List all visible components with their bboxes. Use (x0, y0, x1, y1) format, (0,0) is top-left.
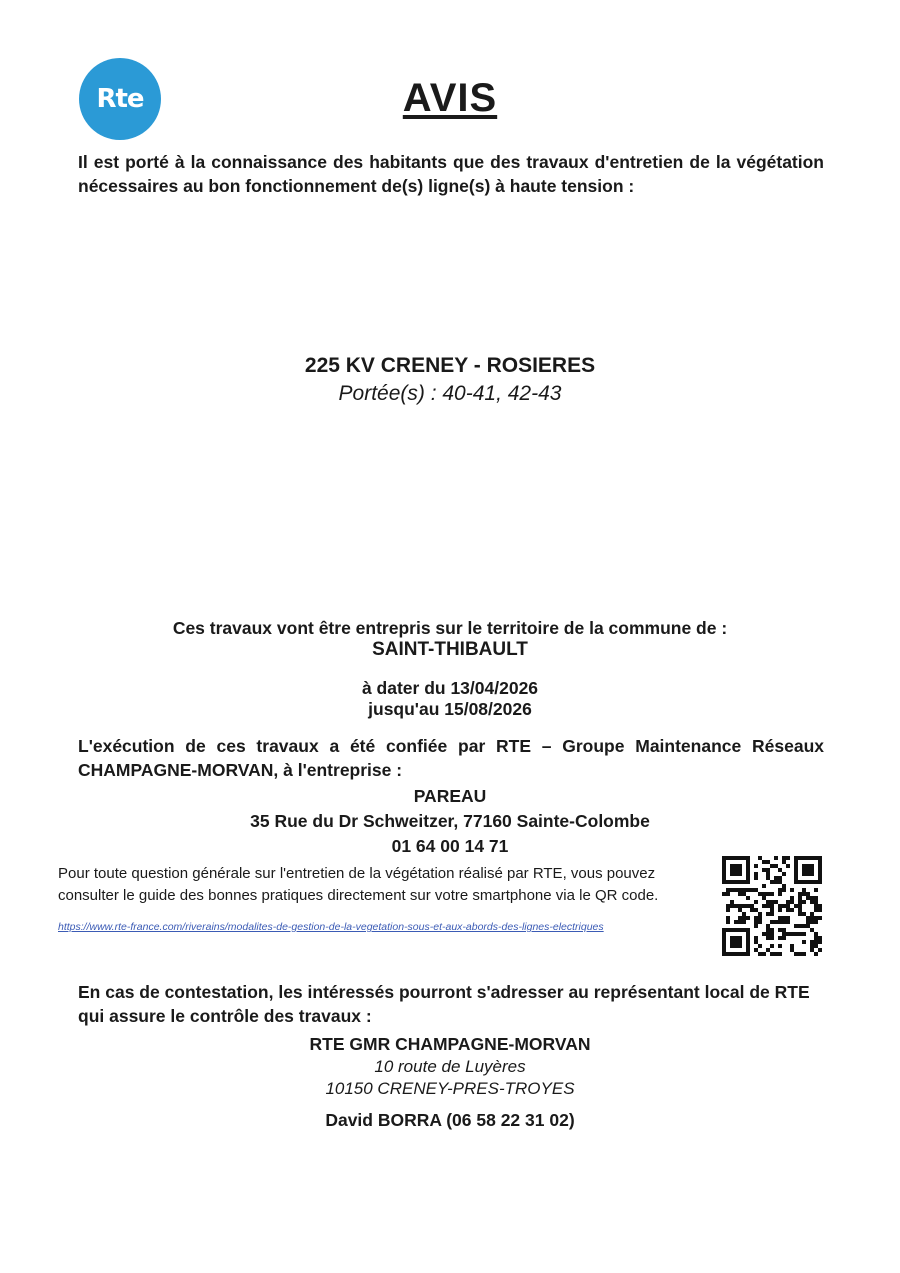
start-date: à dater du 13/04/2026 (361, 678, 539, 698)
logo-text: Rte (96, 84, 144, 114)
contractor-phone: 01 64 00 14 71 (391, 836, 509, 856)
page-title: AVIS (402, 76, 498, 120)
general-info-note: Pour toute question générale sur l'entretien de la végétation réalisé par RTE, vous pouvez consulter le guide des bonnes pratiques directement sur votre smartphone via le QR code. (58, 865, 659, 904)
power-line-block (0, 352, 900, 408)
intro-paragraph: Il est porté à la connaissance des habitants que des travaux d'entretien de la végétation nécessaires au bon fonctionnement de(s) ligne(s) à haute tension : (78, 152, 824, 196)
execution-paragraph: L'exécution de ces travaux a été confiée par RTE – Groupe Maintenance Réseaux CHAMPAGNE-MORVAN, à l'entreprise : (78, 736, 824, 780)
rte-contact-person: David BORRA (06 58 22 31 02) (325, 1110, 575, 1130)
power-line-name: 225 KV CRENEY - ROSIERES (304, 354, 596, 377)
qr-code-icon[interactable] (722, 856, 822, 956)
contestation-paragraph: En cas de contestation, les intéressés pourront s'adresser au représentant local de RTE qui assure le contrôle des travaux : (78, 982, 810, 1026)
work-dates (0, 678, 900, 720)
power-line-spans: Portée(s) : 40-41, 42-43 (338, 382, 562, 405)
rte-contact-city: 10150 CRENEY-PRES-TROYES (325, 1079, 575, 1098)
end-date: jusqu'au 15/08/2026 (368, 699, 532, 719)
commune-intro: Ces travaux vont être entrepris sur le territoire de la commune de : (172, 618, 728, 638)
contractor-address: 35 Rue du Dr Schweitzer, 77160 Sainte-Colombe (250, 811, 650, 831)
rte-contact-block (0, 1032, 900, 1132)
rte-contact-street: 10 route de Luyères (374, 1057, 526, 1076)
guide-link[interactable]: https://www.rte-france.com/riverains/modalites-de-gestion-de-la-vegetation-sous-et-aux-abords-des-lignes-electriques (58, 921, 604, 933)
rte-contact-org: RTE GMR CHAMPAGNE-MORVAN (309, 1034, 591, 1054)
commune-name: SAINT-THIBAULT (372, 639, 528, 660)
contractor-name: PAREAU (413, 786, 487, 806)
contractor-block (0, 784, 900, 859)
